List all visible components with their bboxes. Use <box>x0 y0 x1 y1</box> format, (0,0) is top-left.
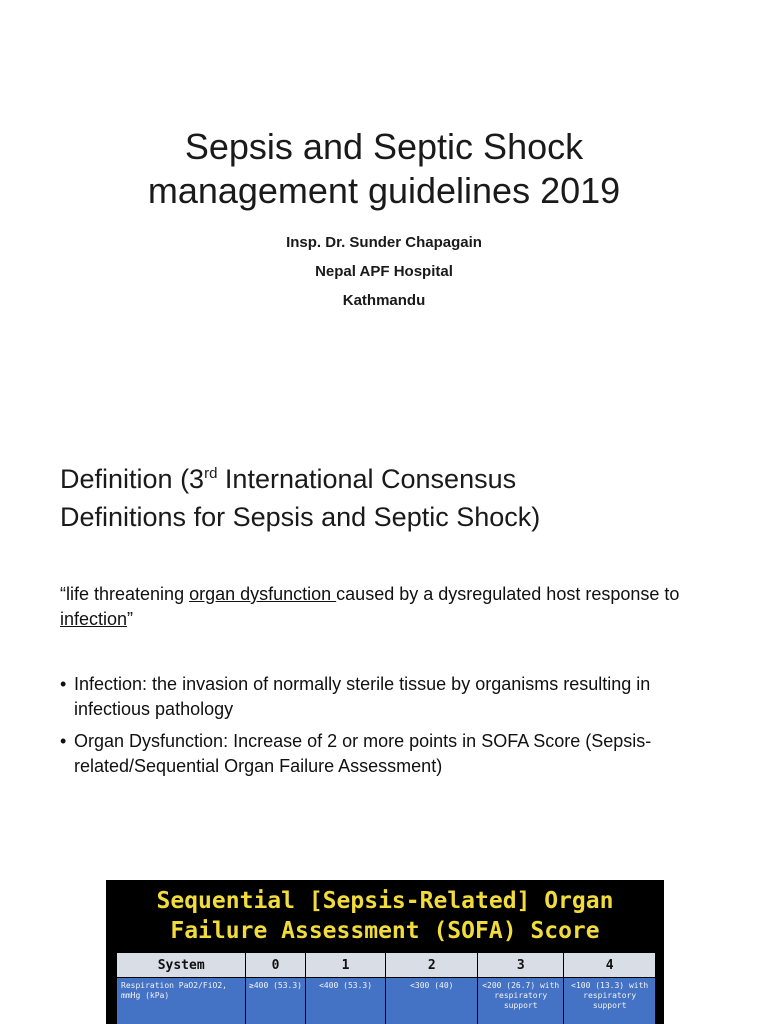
cell-score-4: <100 (13.3) with respiratory support <box>564 978 656 1024</box>
bullet-organ-dysfunction: • Organ Dysfunction: Increase of 2 or more points in SOFA Score (Sepsis-related/Sequential Organ Failure Assessment) <box>60 729 700 779</box>
presentation-subtitle <box>0 228 768 315</box>
definition-slide <box>0 440 768 870</box>
title-slide <box>0 0 768 440</box>
cell-score-0: ≥400 (53.3) <box>246 978 305 1024</box>
organ-dysfunction-term: organ dysfunction <box>189 584 337 604</box>
hospital-name: Nepal APF Hospital <box>315 263 453 280</box>
cell-score-3: <200 (26.7) with respiratory support <box>478 978 564 1024</box>
definition-quote: “life threatening organ dysfunction caused by a dysregulated host response to infection” <box>60 584 680 629</box>
definition-bullets <box>60 672 700 786</box>
cell-system: Respiration PaO2/FiO2, mmHg (kPa) <box>117 978 246 1024</box>
cell-score-1: <400 (53.3) <box>305 978 386 1024</box>
city-name: Kathmandu <box>342 292 426 309</box>
definition-title: Definition (3rd International Consensus Definitions for Sepsis and Septic Shock) <box>60 464 541 532</box>
table-header-row <box>117 953 656 978</box>
sofa-table <box>116 952 656 1024</box>
header-score-2: 2 <box>386 953 478 978</box>
header-system: System <box>117 953 246 978</box>
cell-score-2: <300 (40) <box>386 978 478 1024</box>
author-name: Insp. Dr. Sunder Chapagain <box>286 234 482 251</box>
header-score-0: 0 <box>246 953 305 978</box>
header-score-3: 3 <box>478 953 564 978</box>
header-score-4: 4 <box>564 953 656 978</box>
bullet-infection: • Infection: the invasion of normally sterile tissue by organisms resulting in infectious pathology <box>60 672 700 722</box>
header-score-1: 1 <box>305 953 386 978</box>
presentation-title: Sepsis and Septic Shock management guidelines 2019 <box>147 126 621 211</box>
table-row <box>117 978 656 1024</box>
sofa-title: Sequential [Sepsis-Related] Organ Failure Assessment (SOFA) Score <box>156 888 614 944</box>
sofa-slide <box>106 880 664 1024</box>
infection-term: infection <box>60 609 128 629</box>
